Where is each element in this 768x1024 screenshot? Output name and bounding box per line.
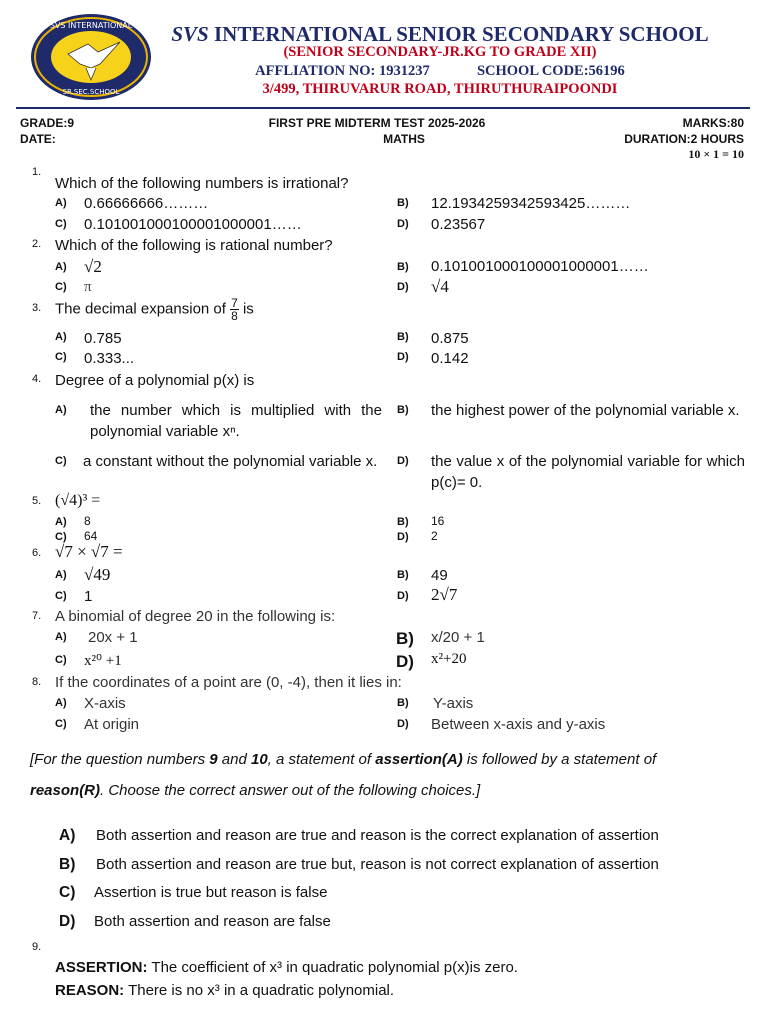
option-label: B) [396,629,414,648]
question-number: 3. [32,302,42,314]
option-label: A) [55,261,67,273]
instruction-text: and [217,751,251,768]
option-text: 0.785 [84,330,122,347]
option-text: 0.66666666……… [84,195,209,212]
option-label: B) [397,261,409,273]
option-text: 0.333... [84,350,135,367]
option-text: √4 [431,277,449,296]
option-text: a constant without the polynomial variable x. [83,453,378,470]
option-text: Between x-axis and y-axis [431,716,606,733]
option-label: D) [397,218,409,230]
option-text: x/20 + 1 [431,629,485,646]
option-label: D) [397,531,409,543]
option-label: B) [397,697,409,709]
school-name-text: INTERNATIONAL SENIOR SECONDARY SCHOOL [214,22,709,46]
option-text: 49 [431,567,448,584]
option-text: π [84,279,92,295]
instruction-assertion: assertion(A) [375,751,463,768]
instruction-text: is followed by a statement of [462,751,657,768]
choice-label: B) [59,856,76,873]
option-text: 64 [84,529,98,543]
school-code: SCHOOL CODE:56196 [476,63,625,79]
reason-statement [55,982,394,999]
question-number: 9. [32,941,42,953]
reason-label: REASON: [55,982,125,999]
duration-label: DURATION:2 HOURS [624,132,744,146]
affiliation-line [160,63,720,80]
question-text: √7 × √7 = [55,542,123,561]
option-text: Y-axis [433,695,474,712]
option-label: C) [55,351,67,363]
assertion-label: ASSERTION: [55,959,148,976]
choice-text: Both assertion and reason are true and reason is the correct explanation of assertion [96,827,659,844]
question-number: 2. [32,238,42,250]
option-text: 2 [431,529,438,543]
instruction-reason: reason(R) [30,782,101,799]
question-number: 6. [32,547,42,559]
option-text: 1 [84,588,93,605]
option-label: A) [55,697,67,709]
option-label: B) [397,197,409,209]
question-text-after: is [242,300,254,318]
option-label: D) [397,455,409,467]
question-text-before: The decimal expansion of [55,300,226,318]
option-label: D) [397,590,409,602]
option-label: A) [55,331,67,343]
instruction-qnum-10: 10 [250,751,268,768]
section-marks: 10 × 1 = 10 [688,147,744,161]
fraction [230,297,239,322]
option-text: 0.875 [431,330,469,347]
assertion-instruction-line2 [30,782,480,799]
question-number: 8. [32,676,42,688]
date-label: DATE: [20,132,56,146]
option-text: At origin [84,716,140,733]
option-label: C) [55,531,67,543]
option-text: √2 [84,257,102,276]
option-text: 0.101001000100001000001…… [431,258,649,275]
option-label: D) [397,281,409,293]
option-text: 0.101001000100001000001…… [84,216,302,233]
option-label: C) [55,718,67,730]
choice-label: C) [59,884,76,901]
question-number: 7. [32,610,42,622]
option-text: 8 [84,514,91,528]
option-label: C) [55,654,67,666]
option-text: x²⁰ +1 [84,653,122,669]
choice-text: Both assertion and reason are true but, reason is not correct explanation of assertion [96,856,659,873]
logo-text-bottom: SR.SEC.SCHOOL [62,88,120,96]
option-label: C) [55,218,67,230]
question-text: (√4)³ = [55,492,101,509]
fraction-denominator: 8 [231,309,238,323]
option-text: the highest power of the polynomial variable x. [431,402,740,419]
option-label: D) [397,718,409,730]
question-text: Which of the following numbers is irrational? [55,175,349,192]
marks-label: MARKS:80 [682,116,744,130]
option-label: A) [55,404,67,416]
option-label: B) [397,331,409,343]
school-address: 3/499, THIRUVARUR ROAD, THIRUTHURAIPOONDI [262,81,618,97]
question-text: Degree of a polynomial p(x) is [55,372,255,389]
question-text: A binomial of degree 20 in the following is: [55,608,336,625]
option-label: C) [55,455,67,467]
grade-label: GRADE:9 [20,116,75,130]
subject: MATHS [383,132,425,146]
option-label: D) [396,652,414,671]
question-number: 5. [32,495,42,507]
option-label: A) [55,569,67,581]
affiliation-no: AFFLIATION NO: 1931237 [255,63,430,79]
choice-label: D) [59,913,76,930]
school-logo [28,12,154,102]
option-label: D) [397,351,409,363]
test-name: FIRST PRE MIDTERM TEST 2025-2026 [268,116,486,130]
option-label: C) [55,590,67,602]
option-text: the value x of the polynomial variable for which p(c)= 0. [431,453,745,491]
option-text: √49 [84,565,111,584]
instruction-text: , a statement of [267,751,376,768]
instruction-text: . Choose the correct answer out of the following choices.] [100,782,481,799]
assertion-text: The coefficient of x³ in quadratic polynomial p(x)is zero. [151,959,518,976]
instruction-qnum-9: 9 [209,751,218,768]
option-text: 2√7 [431,585,458,604]
option-label: B) [397,569,409,581]
instruction-text: [For the question numbers [30,751,210,768]
option-text: 20x + 1 [88,629,138,646]
question-number: 4. [32,373,42,385]
assertion-instruction-line1 [30,751,656,768]
header-divider [16,107,750,109]
option-text: x²+20 [431,651,467,667]
school-classes: (SENIOR SECONDARY-JR.KG TO GRADE XII) [283,44,597,60]
option-label: A) [55,631,67,643]
option-label: A) [55,516,67,528]
choice-text: Assertion is true but reason is false [94,884,328,901]
choice-label: A) [59,827,76,844]
option-text: 0.23567 [431,216,486,233]
option-text: 0.142 [431,350,469,367]
question-text: If the coordinates of a point are (0, -4), then it lies in: [55,674,402,691]
logo-text-top: SVS INTERNATIONAL [49,21,133,30]
choice-text: Both assertion and reason are false [94,913,331,930]
option-label: B) [397,516,409,528]
question-number: 1. [32,166,42,178]
question-text [55,297,254,322]
option-text: 16 [431,514,445,528]
option-label: B) [397,404,409,416]
option-text: X-axis [84,695,126,712]
school-brand: SVS [171,22,209,46]
reason-text: There is no x³ in a quadratic polynomial. [128,982,395,999]
option-text: 12.1934259342593425……… [431,195,631,212]
option-label: C) [55,281,67,293]
option-label: A) [55,197,67,209]
option-text: the number which is multiplied with the polynomial variable xⁿ. [90,402,382,440]
fraction-numerator: 7 [231,296,238,310]
question-text: Which of the following is rational number? [55,237,333,254]
assertion-statement [55,959,518,976]
